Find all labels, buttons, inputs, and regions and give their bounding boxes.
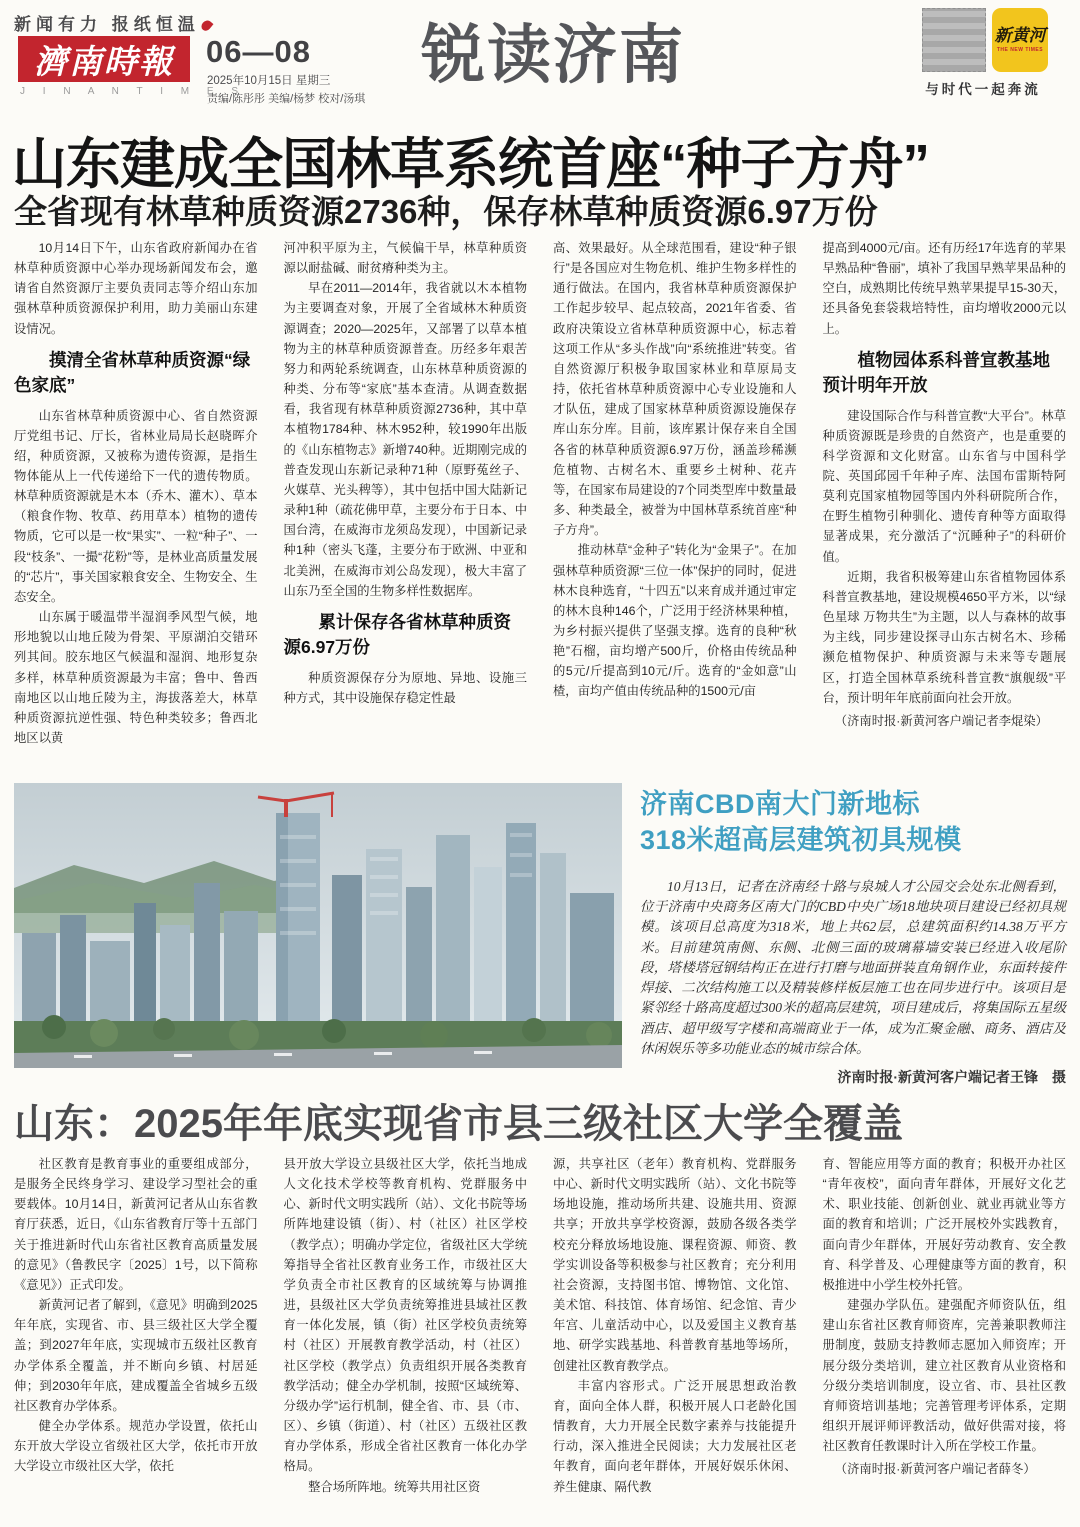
- section-title: 锐读济南: [421, 19, 685, 91]
- paragraph-continued: 育、智能应用等方面的教育；积极开办社区“青年夜校”，面向青年群体，开展好文化艺术、职业技能、创新创业、就业再就业等方面的教育和培训；广泛开展校外实践教育，面向青少年群体，开展好劳动教育、安全教育、科学普及、心理健康等方面的教育，积极推进中小学生校外托管。: [822, 1157, 1066, 1292]
- article1-column-3: [553, 238, 797, 766]
- page-range: 06—08: [206, 34, 311, 69]
- article3-column-1: [14, 1154, 258, 1520]
- paragraph: 社区教育是教育事业的重要组成部分，是服务全民终身学习、建设学习型社会的重要载体。10月14日，新黄河记者从山东省教育厅获悉，近日，《山东省教育厅等十五部门关于推进新时代山东省社区教育高质量发展的意见》（鲁教民字〔2025〕1号，以下简称《意见》）正式印发。: [14, 1157, 258, 1292]
- paragraph-continued: 高、效果最好。从全球范围看，建设“种子银行”是各国应对生物危机、维护生物多样性的通行做法。在国内，我省林草种质资源保护工作起步较早、起点较高，2021年省委、省政府决策设立省林草种质资源中心，标志着这项工作从“多头作战”向“系统推进”转变。省自然资源厅积极争取国家林业和草原局支持，依托省林草种质资源中心专业设施和人才队伍，建成了国家林草种质资源设施保存库山东分库。目前，该库累计保存来自全国各省的林草种质资源6.97万份，涵盖珍稀濒危植物、古树名木、重要乡土树种、花卉等，在国家布局建设的7个同类型库中数量最多、种类最全，被誉为中国林草系统首座“种子方舟”。: [553, 241, 797, 538]
- article1-headline: 山东建成全国林草系统首座“种子方舟”: [12, 133, 930, 195]
- article1-column-2: [284, 238, 528, 766]
- column-subhead: 摸清全省林草种质资源“绿色家底”: [14, 349, 251, 396]
- flame-icon: [199, 18, 213, 32]
- qr-code: [922, 8, 986, 72]
- photo-caption: 济南时报·新黄河客户端记者王锋 摄: [837, 1069, 1066, 1086]
- paragraph: 新黄河记者了解到，《意见》明确到2025年年底，实现省、市、县三级社区大学全覆盖；到2027年年底，实现城市五级社区教育办学体系全覆盖，并不断向乡镇、村居延伸；到2030年年底，建成覆盖全省城乡五级社区教育办学体系。: [14, 1298, 258, 1413]
- paper-name-en: J I N A N T I M E S: [20, 86, 246, 97]
- paragraph: 整合场所阵地。统筹共用社区资: [308, 1479, 481, 1494]
- article2-headline: [640, 786, 1066, 859]
- new-yellow-river-logo: [992, 8, 1048, 72]
- article2-body: 10月13日，记者在济南经十路与泉城人才公园交会处东北侧看到，位于济南中央商务区南大门的CBD中央广场18地块项目建设已经初具规模。该项目总高度为318米，地上共62层，总建筑面积约14.38万平方米。目前建筑南侧、东侧、北侧三面的玻璃幕墙安装已经进入收尾阶段，塔楼塔冠钢结构正在进行打磨与地面拼装直角钢作业，东面转接件焊接、二次结构施工以及精装修样板层施工也在同步进行中。该项目是紧邻经十路高度超过300米的超高层建筑，项目建成后，将集国际五星级酒店、超甲级写字楼和高端商业于一体，成为汇聚金融、商务、酒店及休闲娱乐等多功能业态的城市综合体。: [640, 878, 1066, 1056]
- date-line: 2025年10月15日 星期三: [207, 75, 331, 87]
- article1-column-4: [823, 238, 1067, 766]
- paragraph: 丰富内容形式。广泛开展思想政治教育，面向全体人群，积极开展人口老龄化国情教育，大力开展全民数字素养与技能提升行动，深入推进全民阅读；大力发展社区老年教育，面向老年群体，开展好娱乐休闲、养生健康、隔代教: [553, 1378, 797, 1494]
- article2-headline-line1: 济南CBD南大门新地标: [640, 789, 920, 819]
- paper-name-box: [18, 36, 190, 82]
- paragraph-continued: 县开放大学设立县级社区大学，依托当地成人文化技术学校等教育机构、党群服务中心、新时代文明实践所（站）、文化书院等场所阵地建设镇（街）、村（社区）社区学校（教学点）；明确办学定位，省级社区大学统筹指导全省社区教育业务工作，市级社区大学负责全市社区教育的区域统筹与协调推进，县级社区大学负责统筹推进县域社区教育一体化发展，镇（街）社区学校负责统筹村（社区）开展教育教学活动，村（社区）社区学校（教学点）负责组织开展各类教育教学活动；健全办学机制，按照“区域统筹、分级办学”运行机制，健全省、市、县（市、区）、乡镇（街道）、村（社区）五级社区教育办学体系，形成全省社区教育一体化办学格局。: [283, 1157, 527, 1474]
- article1-body: [14, 238, 1066, 766]
- paragraph-continued: 提高到4000元/亩。还有历经17年选育的苹果早熟品种“鲁丽”，填补了我国早熟苹果品种的空白，成熟期比传统早熟苹果提早15-30天，还具备免套袋栽培特性，亩均增收2000元以上。: [822, 241, 1066, 336]
- paragraph: 近期，我省积极筹建山东省植物园体系科普宣教基地，建设规模4650平方米，以“绿色星球 万物共生”为主题，以人与森林的故事为主线，同步建设探寻山东古树名木、珍稀濒危植物保护、种质资源与未来等专题展区，打造全国林草系统科普宣教“旗舰级”平台，预计明年年底前面向社会开放。: [822, 569, 1066, 705]
- paragraph: 建设国际合作与科普宣教“大平台”。林草种质资源既是珍贵的自然资产，也是重要的科学资源和文化财富。山东省与中国科学院、英国邱园千年种子库、法国布雷斯特阿莫利克国家植物园等国内外科研院所合作，在野生植物引种驯化、遗传育种等方面取得显著成果，充分激活了“沉睡种子”的科研价值。: [822, 408, 1066, 564]
- article3-column-2: [284, 1154, 528, 1520]
- paragraph-continued: 河冲积平原为主，气候偏干旱，林草种质资源以耐盐碱、耐贫瘠种类为主。: [283, 241, 527, 276]
- paper-name: 濟南時報: [34, 44, 174, 81]
- staff-line: 责编/陈彤彤 美编/杨梦 校对/汤琪: [207, 93, 366, 105]
- paragraph: 山东省林草种质资源中心、省自然资源厅党组书记、厅长，省林业局局长赵晓晖介绍，种质资源，又被称为遗传资源，是指生物体能从上一代传递给下一代的遗传物质。林草种质资源就是木本（乔木、灌木）、草本（粮食作物、牧草、药用草本）植物的遗传物质，它可以是一枚“果实”、一粒“种子”、一段“枝条”、一撮“花粉”等，是林业高质量发展的“芯片”，事关国家粮食安全、生物安全、生态安全。: [14, 408, 258, 604]
- cbd-photo-graphic: [14, 783, 622, 1068]
- article1-column-1: [14, 238, 258, 766]
- paragraph: 山东属于暖温带半湿润季风型气候，地形地貌以山地丘陵为骨架、平原湖泊交错环列其间。胶东地区气候温和湿润、地形复杂多样，林草种质资源最为丰富；鲁中、鲁西南地区以山地丘陵为主，海拔落差大，林草种质资源抗逆性强、特色种类较多；鲁西北地区以黄: [14, 610, 258, 746]
- article3-column-3: [553, 1154, 797, 1520]
- paragraph: 种质资源保存分为原地、异地、设施三种方式，其中设施保存稳定性最: [283, 670, 527, 705]
- article1-subheadline: 全省现有林草种质资源2736种，保存林草种质资源6.97万份: [14, 193, 878, 230]
- article3-body: [14, 1154, 1066, 1520]
- paragraph: 推动林草“金种子”转化为“金果子”。在加强林草种质资源“三位一体”保护的同时，促进林木良种选育，“十四五”以来育成并通过审定的林木良种146个，广泛用于经济林果种植，为乡村振兴提供了坚强支撑。选育的良种“秋艳”石榴，亩均增产500斤，价格由传统品种的5元/斤提高到10元/斤。选育的“金如意”山楂，亩均产值由传统品种的1500元/亩: [553, 543, 797, 699]
- article2: [640, 786, 1066, 1086]
- paragraph: 早在2011—2014年，我省就以木本植物为主要调查对象，开展了全省域林木种质资源调查；2020—2025年，又部署了以草本植物为主的林草种质资源普查。历经多年艰苦努力和两轮系统调查，山东林草种质资源的种类、分布等“家底”基本查清。从调查数据看，我省现有林草种质资源2736种，其中草本植物1784种、林木952种，较1990年出版的《山东植物志》新增740种。近期刚完成的普查发现山东新记录种71种（原野菟丝子、火媒草、光头稗等），其中包括中国大陆新记录种1种（疏花佛甲草，主要分布于日本、中国台湾，在威海市龙须岛发现），中国新记录种1种（密头飞蓬，主要分布于欧洲、中亚和北美洲，在威海市刘公岛发现），极大丰富了山东乃至全国的生物多样性数据库。: [283, 281, 527, 598]
- article2-headline-line2: 318米超高层建筑初具规模: [640, 825, 962, 856]
- article3-headline: 山东：2025年年底实现省市县三级社区大学全覆盖: [14, 1102, 903, 1146]
- masthead: [14, 10, 414, 105]
- paragraph: 健全办学体系。规范办学设置，依托山东开放大学设立省级社区大学，依托市开放大学设立市级社区大学，依托: [14, 1419, 258, 1474]
- masthead-tagline: [14, 10, 414, 35]
- paragraph: 10月14日下午，山东省政府新闻办在省林草种质资源中心举办现场新闻发布会，邀请省自然资源厅主要负责同志等介绍山东加强林草种质资源保护利用，助力美丽山东建设情况。: [14, 241, 258, 336]
- paragraph: 建强办学队伍。建强配齐师资队伍，组建山东省社区教育师资库，完善兼职教师注册制度，鼓励支持教师志愿加入师资库；开展分级分类培训，建立社区教育从业资格和分级分类培训制度，设立省、市、县社区教育师资培训基地；完善管理考评体系，定期组织开展评师评教活动，做好供需对接，将社区教育任教课时计入所在学校工作量。: [822, 1298, 1066, 1454]
- tagline-text: 新闻有力 报纸恒温: [14, 15, 200, 34]
- paragraph-continued: 源，共享社区（老年）教育机构、党群服务中心、新时代文明实践所（站）、文化书院等场地设施，推动场所共建、设施共用、资源共享；开放共享学校资源，鼓励各级各类学校充分释放场地设施、课程资源、师资、教学实训设备等积极参与社区教育；充分利用社会资源，支持图书馆、博物馆、文化馆、美术馆、科技馆、体育场馆、纪念馆、青少年宫、儿童活动中心，以及爱国主义教育基地、研学实践基地、科普教育基地等场所，创建社区教育教学点。: [553, 1157, 797, 1373]
- article3-column-4: [823, 1154, 1067, 1520]
- article-byline: （济南时报·新黄河客户端记者薛冬）: [834, 1462, 1036, 1477]
- brand-name-en: THE NEW TIMES: [996, 46, 1044, 53]
- column-subhead: 累计保存各省林草种质资源6.97万份: [283, 611, 511, 658]
- article-byline: （济南时报·新黄河客户端记者李焜染）: [834, 713, 1048, 728]
- cbd-photo: [14, 783, 622, 1068]
- brand-slogan: 与时代一起奔流: [925, 82, 1041, 97]
- brand-name-cn: 新黄河: [994, 26, 1046, 46]
- column-subhead: 植物园体系科普宣教基地预计明年开放: [822, 349, 1050, 396]
